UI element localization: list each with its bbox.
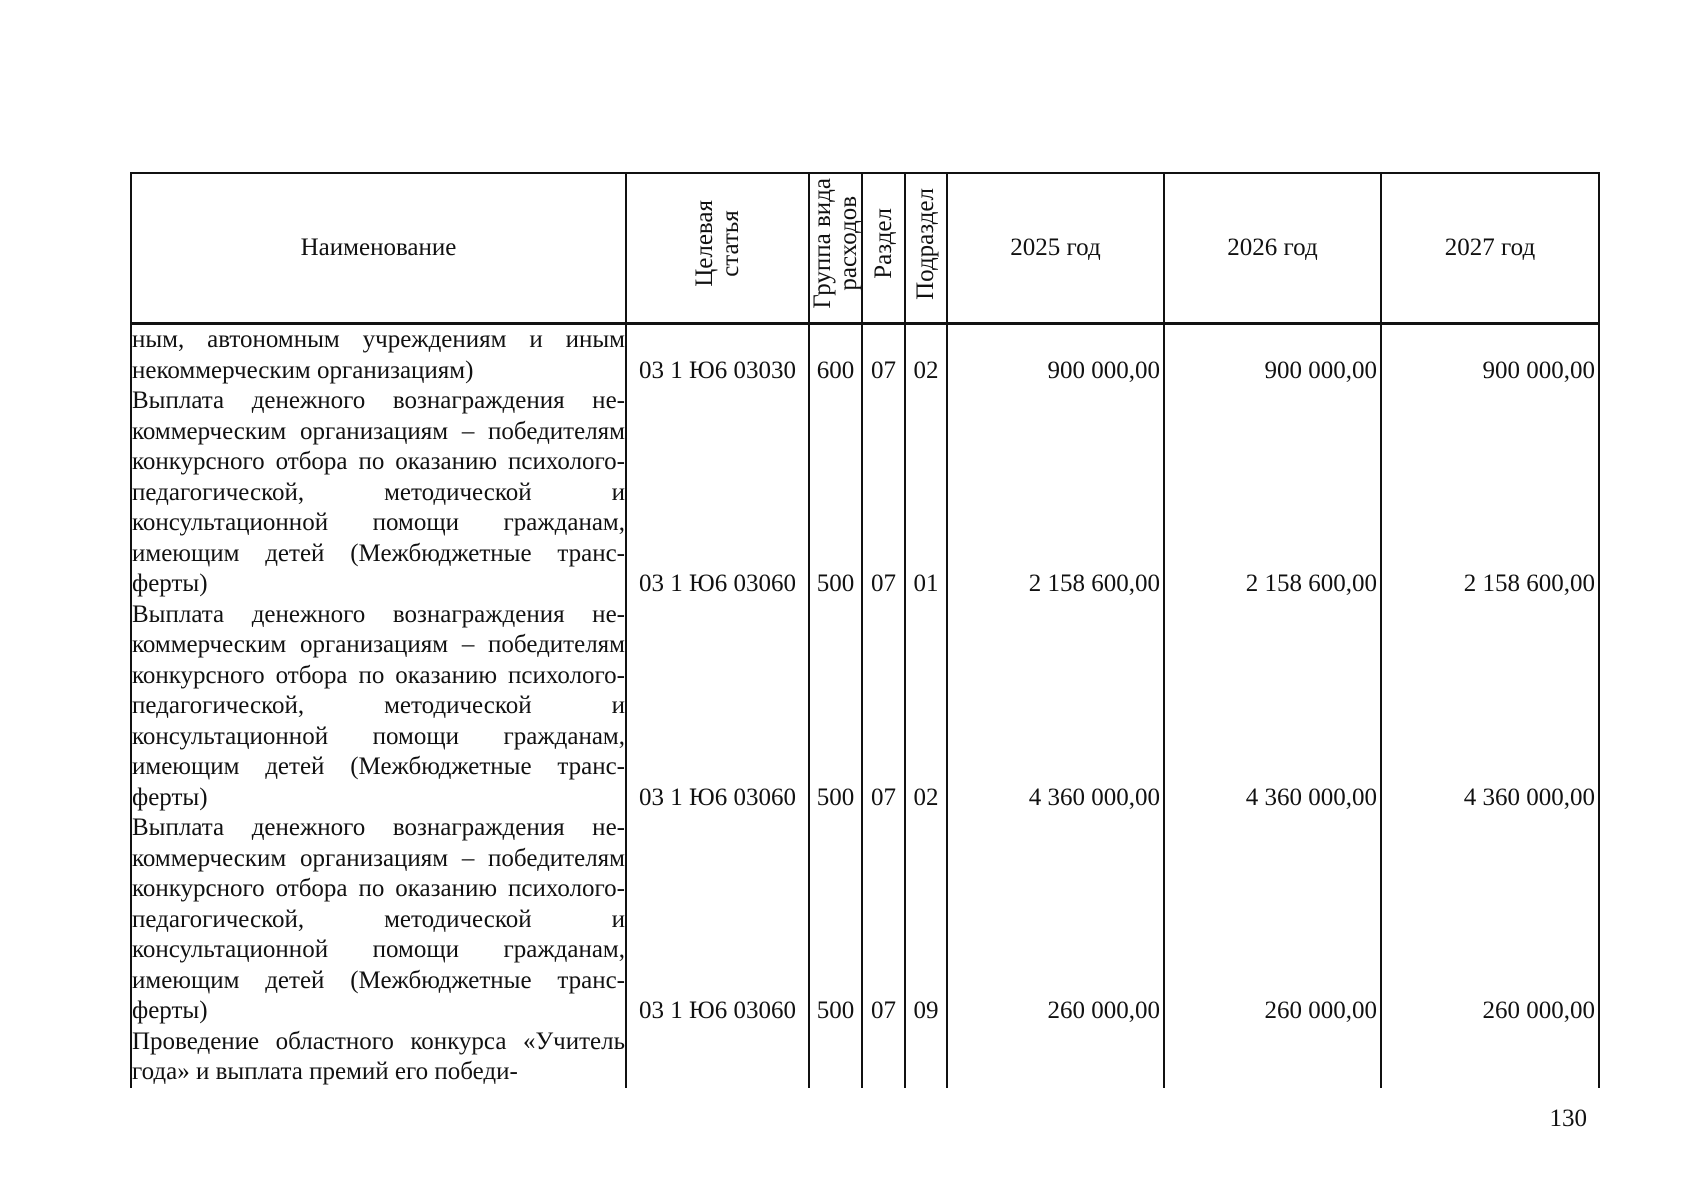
row-name: Проведение областного конкурса «Учитель года» и выплата премий его победи-	[131, 1027, 626, 1088]
row-subsection	[905, 1027, 947, 1088]
page-number: 130	[1549, 1105, 1587, 1132]
row-name: Выплата денежного вознаграждения некоммерческим организациям – победителям конкурсного отбора по оказанию психолого-педагогической, методической и консультационной помощи гражданам, имеющим детей (Межбюджетные трансферты)	[131, 813, 626, 1027]
row-amount-2026: 260 000,00	[1164, 813, 1381, 1027]
header-subsection: Подраздел	[905, 173, 947, 324]
row-amount-2025: 260 000,00	[947, 813, 1164, 1027]
row-section: 07	[862, 324, 905, 387]
row-target-article	[626, 1027, 809, 1088]
header-section: Раздел	[862, 173, 905, 324]
row-section: 07	[862, 813, 905, 1027]
row-amount-2027: 2 158 600,00	[1381, 386, 1599, 600]
row-amount-2026: 2 158 600,00	[1164, 386, 1381, 600]
header-year-2026: 2026 год	[1164, 173, 1381, 324]
row-expense-group: 500	[809, 813, 862, 1027]
row-target-article: 03 1 Ю6 03060	[626, 813, 809, 1027]
row-subsection: 01	[905, 386, 947, 600]
row-name: Выплата денежного вознаграждения некоммерческим организациям – победителям конкурсного отбора по оказанию психолого-педагогической, методической и консультационной помощи гражданам, имеющим детей (Межбюджетные трансферты)	[131, 386, 626, 600]
row-amount-2027: 4 360 000,00	[1381, 600, 1599, 814]
row-target-article: 03 1 Ю6 03060	[626, 600, 809, 814]
table-row	[131, 1027, 1599, 1088]
row-amount-2025: 900 000,00	[947, 324, 1164, 387]
header-target-article: Целевая статья	[626, 173, 809, 324]
table-row	[131, 813, 1599, 1027]
row-amount-2026: 900 000,00	[1164, 324, 1381, 387]
table-row	[131, 324, 1599, 387]
row-amount-2026	[1164, 1027, 1381, 1088]
row-section	[862, 1027, 905, 1088]
row-expense-group: 500	[809, 386, 862, 600]
header-expense-group: Группа вида расходов	[809, 173, 862, 324]
header-year-2027: 2027 год	[1381, 173, 1599, 324]
row-name: Выплата денежного вознаграждения некоммерческим организациям – победителям конкурсного отбора по оказанию психолого-педагогической, методической и консультационной помощи гражданам, имеющим детей (Межбюджетные трансферты)	[131, 600, 626, 814]
row-amount-2025: 2 158 600,00	[947, 386, 1164, 600]
row-name: ным, автономным учреждениям и иным некоммерческим организациям)	[131, 324, 626, 387]
header-year-2025: 2025 год	[947, 173, 1164, 324]
table-header-row	[131, 173, 1599, 324]
table-row	[131, 386, 1599, 600]
row-expense-group: 600	[809, 324, 862, 387]
row-amount-2027: 260 000,00	[1381, 813, 1599, 1027]
table-row	[131, 600, 1599, 814]
row-expense-group: 500	[809, 600, 862, 814]
header-name: Наименование	[131, 173, 626, 324]
row-section: 07	[862, 600, 905, 814]
row-target-article: 03 1 Ю6 03030	[626, 324, 809, 387]
row-amount-2027	[1381, 1027, 1599, 1088]
row-target-article: 03 1 Ю6 03060	[626, 386, 809, 600]
row-amount-2026: 4 360 000,00	[1164, 600, 1381, 814]
row-subsection: 02	[905, 600, 947, 814]
row-amount-2025	[947, 1027, 1164, 1088]
row-amount-2027: 900 000,00	[1381, 324, 1599, 387]
row-subsection: 09	[905, 813, 947, 1027]
budget-table	[130, 172, 1600, 1088]
row-amount-2025: 4 360 000,00	[947, 600, 1164, 814]
row-section: 07	[862, 386, 905, 600]
row-expense-group	[809, 1027, 862, 1088]
row-subsection: 02	[905, 324, 947, 387]
